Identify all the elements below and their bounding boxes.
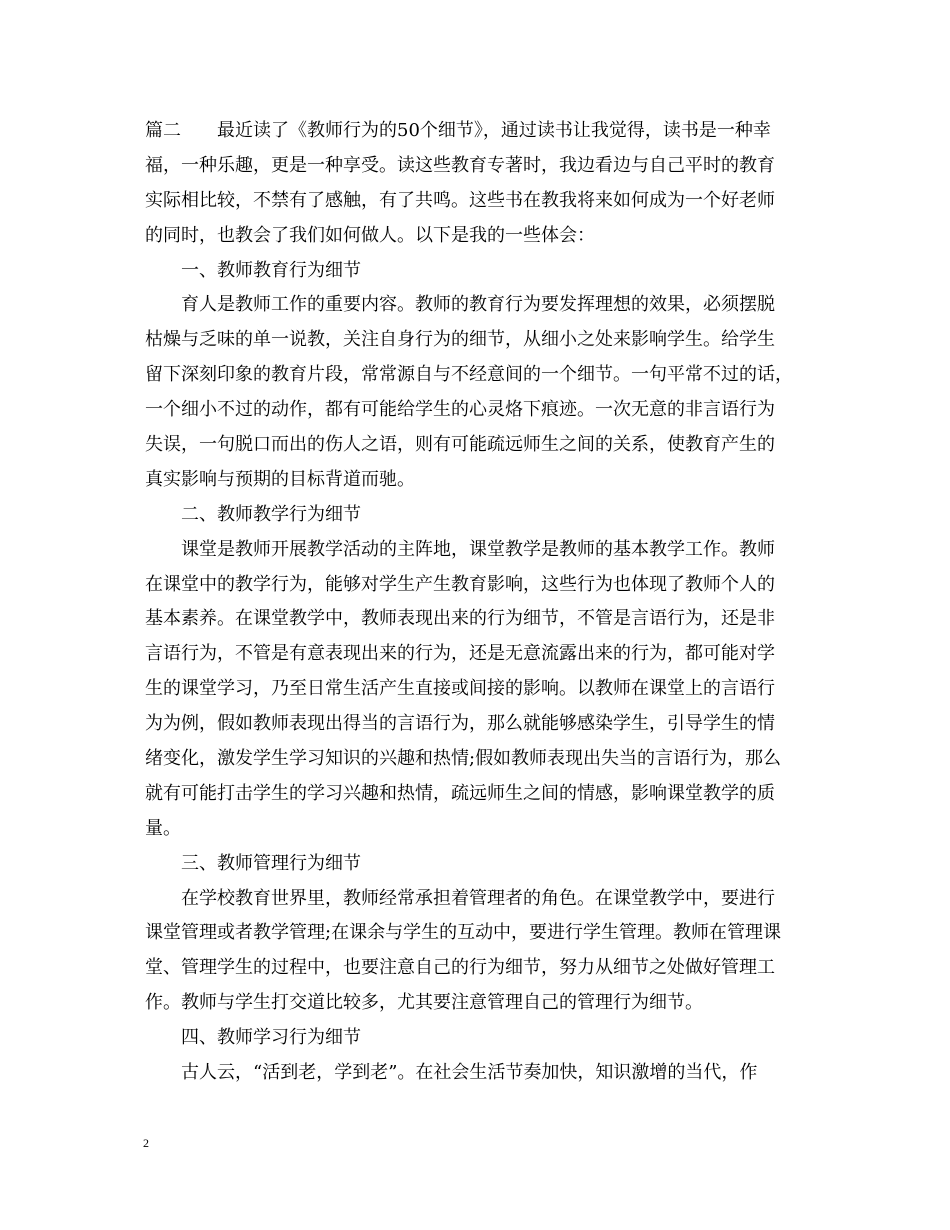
text-line: 言语行为，不管是有意表现出来的行为，还是无意流露出来的行为，都可能对学	[145, 643, 775, 665]
text-line: 就有可能打击学生的学习兴趣和热情，疏远师生之间的情感，影响课堂教学的质	[145, 782, 775, 804]
text-line: 为为例，假如教师表现出得当的言语行为，那么就能够感染学生，引导学生的情	[145, 713, 775, 735]
text-line: 真实影响与预期的目标背道而驰。	[145, 468, 415, 490]
text-line: 绪变化，激发学生学习知识的兴趣和热情;假如教师表现出失当的言语行为，那么	[145, 748, 782, 770]
text-line: 育人是教师工作的重要内容。教师的教育行为要发挥理想的效果，必须摆脱	[145, 294, 775, 316]
text-line: 福，一种乐趣，更是一种享受。读这些教育专著时，我边看边与自己平时的教育	[145, 154, 775, 176]
text-line: 量。	[145, 817, 181, 839]
document-body	[145, 114, 807, 1091]
text-line: 一、教师教育行为细节	[145, 259, 361, 281]
text-line: 的同时，也教会了我们如何做人。以下是我的一些体会：	[145, 224, 595, 246]
text-line: 一个细小不过的动作，都有可能给学生的心灵烙下痕迹。一次无意的非言语行为	[145, 399, 775, 421]
text-line: 课堂是教师开展教学活动的主阵地，课堂教学是教师的基本教学工作。教师	[145, 538, 775, 560]
text-line: 三、教师管理行为细节	[145, 852, 361, 874]
text-line: 在学校教育世界里，教师经常承担着管理者的角色。在课堂教学中，要进行	[145, 887, 775, 909]
text-line: 失误，一句脱口而出的伤人之语，则有可能疏远师生之间的关系，使教育产生的	[145, 434, 775, 456]
text-line: 篇二 最近读了《教师行为的50个细节》，通过读书让我觉得，读书是一种幸	[145, 120, 771, 141]
text-line: 堂、管理学生的过程中，也要注意自己的行为细节，努力从细节之处做好管理工	[145, 957, 775, 979]
text-line: 枯燥与乏味的单一说教，关注自身行为的细节，从细小之处来影响学生。给学生	[145, 329, 775, 351]
text-line: 四、教师学习行为细节	[145, 1027, 361, 1049]
text-line: 二、教师教学行为细节	[145, 503, 361, 525]
text-line: 作。教师与学生打交道比较多，尤其要注意管理自己的管理行为细节。	[145, 992, 703, 1014]
text-line: 生的课堂学习，乃至日常生活产生直接或间接的影响。以教师在课堂上的言语行	[145, 678, 775, 700]
text-line: 课堂管理或者教学管理;在课余与学生的互动中，要进行学生管理。教师在管理课	[145, 922, 782, 944]
page-number: 2	[143, 1136, 149, 1150]
text-line: 基本素养。在课堂教学中，教师表现出来的行为细节，不管是言语行为，还是非	[145, 608, 775, 630]
text-line: 古人云，“活到老，学到老”。在社会生活节奏加快，知识激增的当代，作	[145, 1062, 758, 1084]
text-line: 实际相比较，不禁有了感触，有了共鸣。这些书在教我将来如何成为一个好老师	[145, 189, 775, 211]
text-line: 留下深刻印象的教育片段，常常源自与不经意间的一个细节。一句平常不过的话，	[145, 364, 793, 386]
text-line: 在课堂中的教学行为，能够对学生产生教育影响，这些行为也体现了教师个人的	[145, 573, 775, 595]
